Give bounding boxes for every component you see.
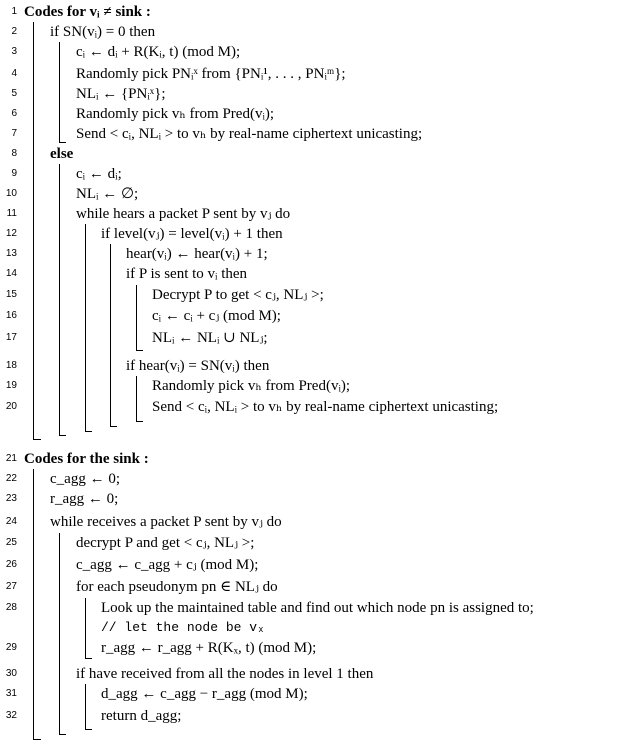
algo-line-1 [0, 2, 637, 22]
line-number: 24 [5, 516, 17, 527]
algo-line-8 [0, 144, 637, 164]
algo-line-21 [0, 449, 637, 469]
scope-rule [59, 164, 60, 435]
algo-line-30 [0, 664, 637, 684]
line-number: 3 [11, 46, 17, 57]
line-number: 32 [5, 710, 17, 721]
line-text: c_agg ← 0; [50, 471, 120, 487]
line-number: 31 [5, 688, 17, 699]
scope-rule [85, 598, 86, 658]
line-number: 26 [5, 559, 17, 570]
scope-rule [33, 22, 34, 439]
scope-rule-end [33, 739, 41, 740]
line-number: 12 [5, 228, 17, 239]
scope-rule-end [59, 142, 66, 143]
line-number: 14 [5, 268, 17, 279]
algo-line-16 [0, 306, 637, 326]
scope-rule-end [85, 431, 92, 432]
line-text: Send < cᵢ, NLᵢ > to vₕ by real-name ciphertext unicasting; [152, 399, 499, 415]
line-number: 18 [5, 360, 17, 371]
line-text: cᵢ ← cᵢ + cⱼ (mod M); [152, 308, 281, 324]
algo-line-3 [0, 42, 637, 62]
scope-rule-end [85, 729, 92, 730]
line-number: 11 [6, 208, 17, 219]
line-number: 1 [11, 6, 17, 17]
line-text: for each pseudonym pn ∈ NLⱼ do [76, 579, 278, 595]
scope-rule-end [59, 435, 66, 436]
algo-line-32 [0, 706, 637, 726]
line-number: 5 [11, 88, 17, 99]
algo-line-14 [0, 264, 637, 284]
line-text: else [50, 146, 74, 162]
algo-line-15 [0, 285, 637, 305]
line-text: r_agg ← 0; [50, 491, 119, 507]
line-number: 22 [5, 473, 17, 484]
line-number: 7 [11, 128, 17, 139]
line-number: 27 [5, 581, 17, 592]
line-number: 28 [5, 602, 17, 613]
algo-line-17 [0, 328, 637, 348]
algo-line-28-comment [0, 618, 637, 638]
line-number: 25 [5, 537, 17, 548]
line-text: cᵢ ← dᵢ; [76, 166, 122, 182]
line-number: 15 [5, 289, 17, 300]
algo-line-18 [0, 356, 637, 376]
line-number: 29 [5, 642, 17, 653]
line-text: hear(vᵢ) ← hear(vᵢ) + 1; [126, 246, 268, 262]
line-number: 4 [11, 68, 17, 79]
algo-line-19 [0, 376, 637, 396]
scope-rule-end [33, 439, 41, 440]
algo-line-5 [0, 84, 637, 104]
line-text: NLᵢ ← ∅; [76, 186, 139, 202]
line-text: r_agg ← r_agg + R(Kₓ, t) (mod M); [101, 640, 317, 656]
line-number: 8 [11, 148, 17, 159]
algo-line-23 [0, 489, 637, 509]
line-text: Look up the maintained table and find out which node pn is assigned to; [101, 600, 534, 616]
line-text: if hear(vᵢ) = SN(vᵢ) then [126, 358, 270, 374]
line-text: return d_agg; [101, 708, 182, 724]
algo-line-27 [0, 577, 637, 597]
algo-line-9 [0, 164, 637, 184]
line-text: if level(vⱼ) = level(vᵢ) + 1 then [101, 226, 283, 242]
line-text: while receives a packet P sent by vⱼ do [50, 514, 282, 530]
scope-rule [136, 285, 137, 350]
scope-rule [59, 42, 60, 142]
line-number: 13 [5, 248, 17, 259]
algo-line-22 [0, 469, 637, 489]
scope-rule-end [110, 426, 117, 427]
line-text: if have received from all the nodes in level 1 then [76, 666, 374, 682]
algo-line-24 [0, 512, 637, 532]
scope-rule-end [136, 421, 143, 422]
line-number: 6 [11, 108, 17, 119]
line-text: cᵢ ← dᵢ + R(Kᵢ, t) (mod M); [76, 44, 241, 60]
scope-rule-end [59, 734, 66, 735]
scope-rule-end [136, 350, 143, 351]
scope-rule [85, 684, 86, 729]
line-number: 2 [11, 26, 17, 37]
algo-line-6 [0, 104, 637, 124]
line-text: Codes for vᵢ ≠ sink : [24, 4, 151, 20]
algo-line-2 [0, 22, 637, 42]
line-number: 17 [5, 332, 17, 343]
line-number: 19 [5, 380, 17, 391]
algo-line-10 [0, 184, 637, 204]
scope-rule [136, 376, 137, 421]
scope-rule-end [85, 658, 92, 659]
scope-rule [85, 224, 86, 431]
algo-line-4 [0, 64, 637, 84]
algo-line-29 [0, 638, 637, 658]
line-number: 23 [5, 493, 17, 504]
line-text: NLᵢ ← NLᵢ ∪ NLⱼ; [152, 330, 268, 346]
line-text: Decrypt P to get < cⱼ, NLⱼ >; [152, 287, 324, 303]
algo-line-13 [0, 244, 637, 264]
line-text: Randomly pick vₕ from Pred(vᵢ); [152, 378, 351, 394]
line-text: Randomly pick vₕ from Pred(vᵢ); [76, 106, 275, 122]
line-text: if P is sent to vᵢ then [126, 266, 248, 282]
line-text: Codes for the sink : [24, 451, 149, 467]
algo-line-28 [0, 598, 637, 618]
line-text: c_agg ← c_agg + cⱼ (mod M); [76, 557, 259, 573]
line-text: d_agg ← c_agg − r_agg (mod M); [101, 686, 308, 702]
scope-rule [59, 533, 60, 734]
line-text: if SN(vᵢ) = 0 then [50, 24, 156, 40]
algo-line-12 [0, 224, 637, 244]
code-comment: // let the node be vₓ [101, 620, 265, 635]
algo-line-11 [0, 204, 637, 224]
line-text: decrypt P and get < cⱼ, NLⱼ >; [76, 535, 255, 551]
line-number: 21 [5, 453, 17, 464]
line-number: 20 [5, 401, 17, 412]
line-text: Send < cᵢ, NLᵢ > to vₕ by real-name ciphertext unicasting; [76, 126, 423, 142]
line-number: 9 [11, 168, 17, 179]
line-number: 16 [5, 310, 17, 321]
line-number: 30 [5, 668, 17, 679]
line-number: 10 [5, 188, 17, 199]
scope-rule [110, 244, 111, 426]
scope-rule [33, 469, 34, 739]
line-text: Randomly pick PNᵢˣ from {PNᵢ¹, . . . , PNᵢᵐ}; [76, 66, 346, 82]
algo-line-20 [0, 397, 637, 417]
line-text: NLᵢ ← {PNᵢˣ}; [76, 86, 166, 102]
algo-line-7 [0, 124, 637, 144]
algo-line-31 [0, 684, 637, 704]
line-text: while hears a packet P sent by vⱼ do [76, 206, 291, 222]
algo-line-26 [0, 555, 637, 575]
algo-line-25 [0, 533, 637, 553]
